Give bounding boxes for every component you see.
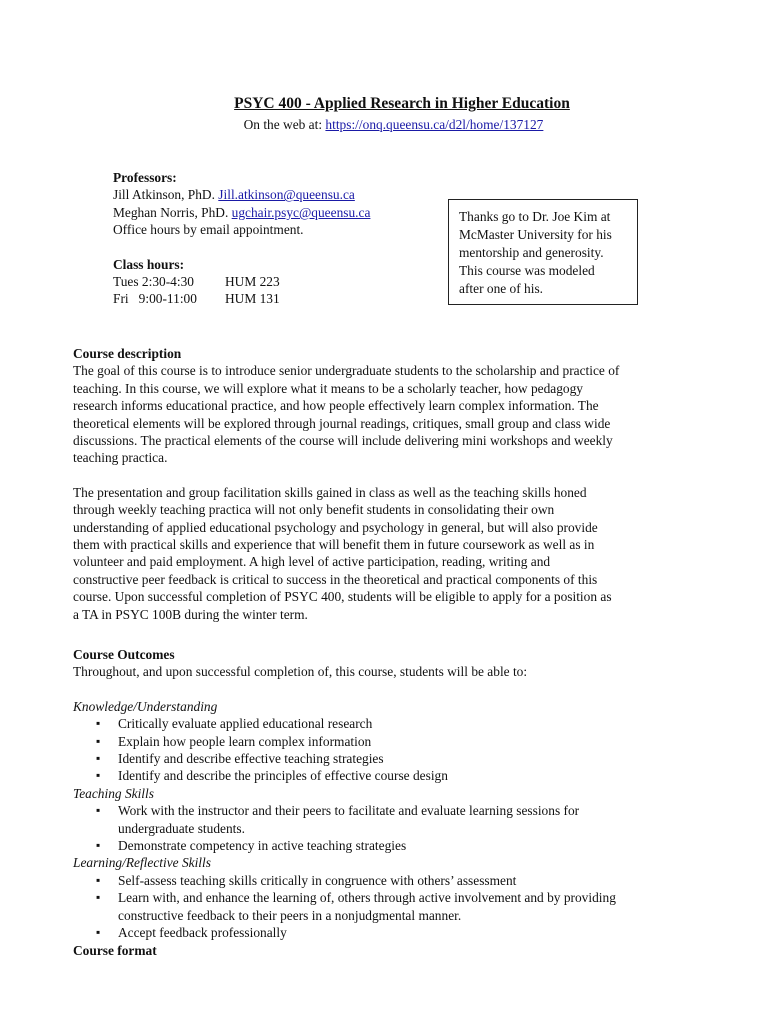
professor-1 <box>113 186 370 203</box>
professor-2 <box>113 204 370 221</box>
list-item-line: ▪ Learn with, and enhance the learning of, others through active involvement and by providing <box>118 890 616 906</box>
office-hours: Office hours by email appointment. <box>113 222 304 238</box>
class-time: Tues 2:30-4:30 <box>113 274 194 290</box>
outcome-list <box>73 872 698 942</box>
list-item-line: ▪ Work with the instructor and their peers to facilitate and evaluate learning sessions for <box>118 803 580 819</box>
outcome-list <box>73 802 698 854</box>
text-line: The presentation and group facilitation skills gained in class as well as the teaching skills honed <box>73 484 587 500</box>
text-line: discussions. The practical elements of the course will include delivering mini workshops and weekly <box>73 433 613 449</box>
outcome-group-label: Teaching Skills <box>73 785 154 801</box>
list-item: ▪ Self-assess teaching skills critically in congruence with others’ assessment <box>73 872 698 889</box>
course-outcomes-intro: Throughout, and upon successful completion of, this course, students will be able to: <box>73 664 528 680</box>
list-item-line: constructive feedback to their peers in a nonjudgmental manner. <box>118 907 462 923</box>
list-item: ▪ Critically evaluate applied educational research <box>73 715 698 732</box>
course-title: PSYC 400 - Applied Research in Higher Education <box>234 95 570 112</box>
class-room: HUM 131 <box>225 291 280 307</box>
professor-1-email-link[interactable]: Jill.atkinson@queensu.ca <box>218 187 355 203</box>
text-line: theoretical elements will be explored through journal readings, critiques, small group and class wide <box>73 415 611 431</box>
text-line: The goal of this course is to introduce senior undergraduate students to the scholarship and practice of <box>73 363 620 379</box>
web-prefix: On the web at: <box>243 117 326 132</box>
list-item <box>73 802 698 837</box>
list-item: ▪ Accept feedback professionally <box>73 924 698 941</box>
list-item: ▪ Explain how people learn complex information <box>73 733 698 750</box>
class-hours-row <box>113 290 370 307</box>
course-description-heading: Course description <box>73 346 182 361</box>
professor-2-email-link[interactable]: ugchair.psyc@queensu.ca <box>231 204 371 220</box>
note-line: McMaster University for his <box>459 227 612 242</box>
course-web-line <box>0 116 770 133</box>
text-line: through weekly teaching practica will not only benefit students in consolidating their own <box>73 502 555 518</box>
professor-1-name: Jill Atkinson, PhD. <box>113 187 219 203</box>
description-paragraph-2 <box>73 484 698 623</box>
text-line: a TA in PSYC 100B during the winter term. <box>73 606 308 622</box>
acknowledgement-box <box>448 199 638 305</box>
note-line: This course was modeled <box>459 263 595 278</box>
professors-heading: Professors: <box>113 170 177 185</box>
class-hours-row <box>113 273 370 290</box>
list-item: ▪ Identify and describe the principles of effective course design <box>73 767 698 784</box>
course-description-section <box>73 345 698 623</box>
class-time: Fri 9:00-11:00 <box>113 291 197 307</box>
list-item: ▪ Demonstrate competency in active teaching strategies <box>73 837 698 854</box>
course-web-link[interactable]: https://onq.queensu.ca/d2l/home/137127 <box>325 117 544 132</box>
note-line: Thanks go to Dr. Joe Kim at <box>459 209 611 224</box>
list-item <box>73 889 698 924</box>
outcome-group-label: Knowledge/Understanding <box>73 698 218 714</box>
outcome-list <box>73 715 698 785</box>
course-outcomes-section <box>73 646 698 959</box>
text-line: volunteer and paid employment. A high level of active participation, reading, writing and <box>73 554 551 570</box>
text-line: course. Upon successful completion of PSYC 400, students will be eligible to apply for a position as <box>73 589 612 605</box>
text-line: teaching. In this course, we will explore what it means to be a scholarly teacher, how pedagogy <box>73 380 584 396</box>
course-format-heading: Course format <box>73 942 157 958</box>
list-item: ▪ Identify and describe effective teaching strategies <box>73 750 698 767</box>
text-line: constructive peer feedback is critical to success in the theoretical and practical components of this <box>73 571 598 587</box>
note-line: mentorship and generosity. <box>459 245 604 260</box>
course-outcomes-heading: Course Outcomes <box>73 647 175 662</box>
outcome-group-label: Learning/Reflective Skills <box>73 855 211 871</box>
class-room: HUM 223 <box>225 274 280 290</box>
note-line: after one of his. <box>459 281 544 296</box>
text-line: them with practical skills and experience that will benefit them in future coursework as well as in <box>73 537 595 553</box>
list-item-line: undergraduate students. <box>118 820 245 836</box>
text-line: research informs educational practice, and how people effectively learn complex information. The <box>73 398 599 414</box>
text-line: teaching practica. <box>73 450 168 466</box>
text-line: understanding of applied educational psychology and psychology in general, but will also provide <box>73 519 598 535</box>
professors-block <box>113 169 370 308</box>
class-hours-heading: Class hours: <box>113 256 185 272</box>
professor-2-name: Meghan Norris, PhD. <box>113 204 232 220</box>
description-paragraph-1 <box>73 362 698 466</box>
